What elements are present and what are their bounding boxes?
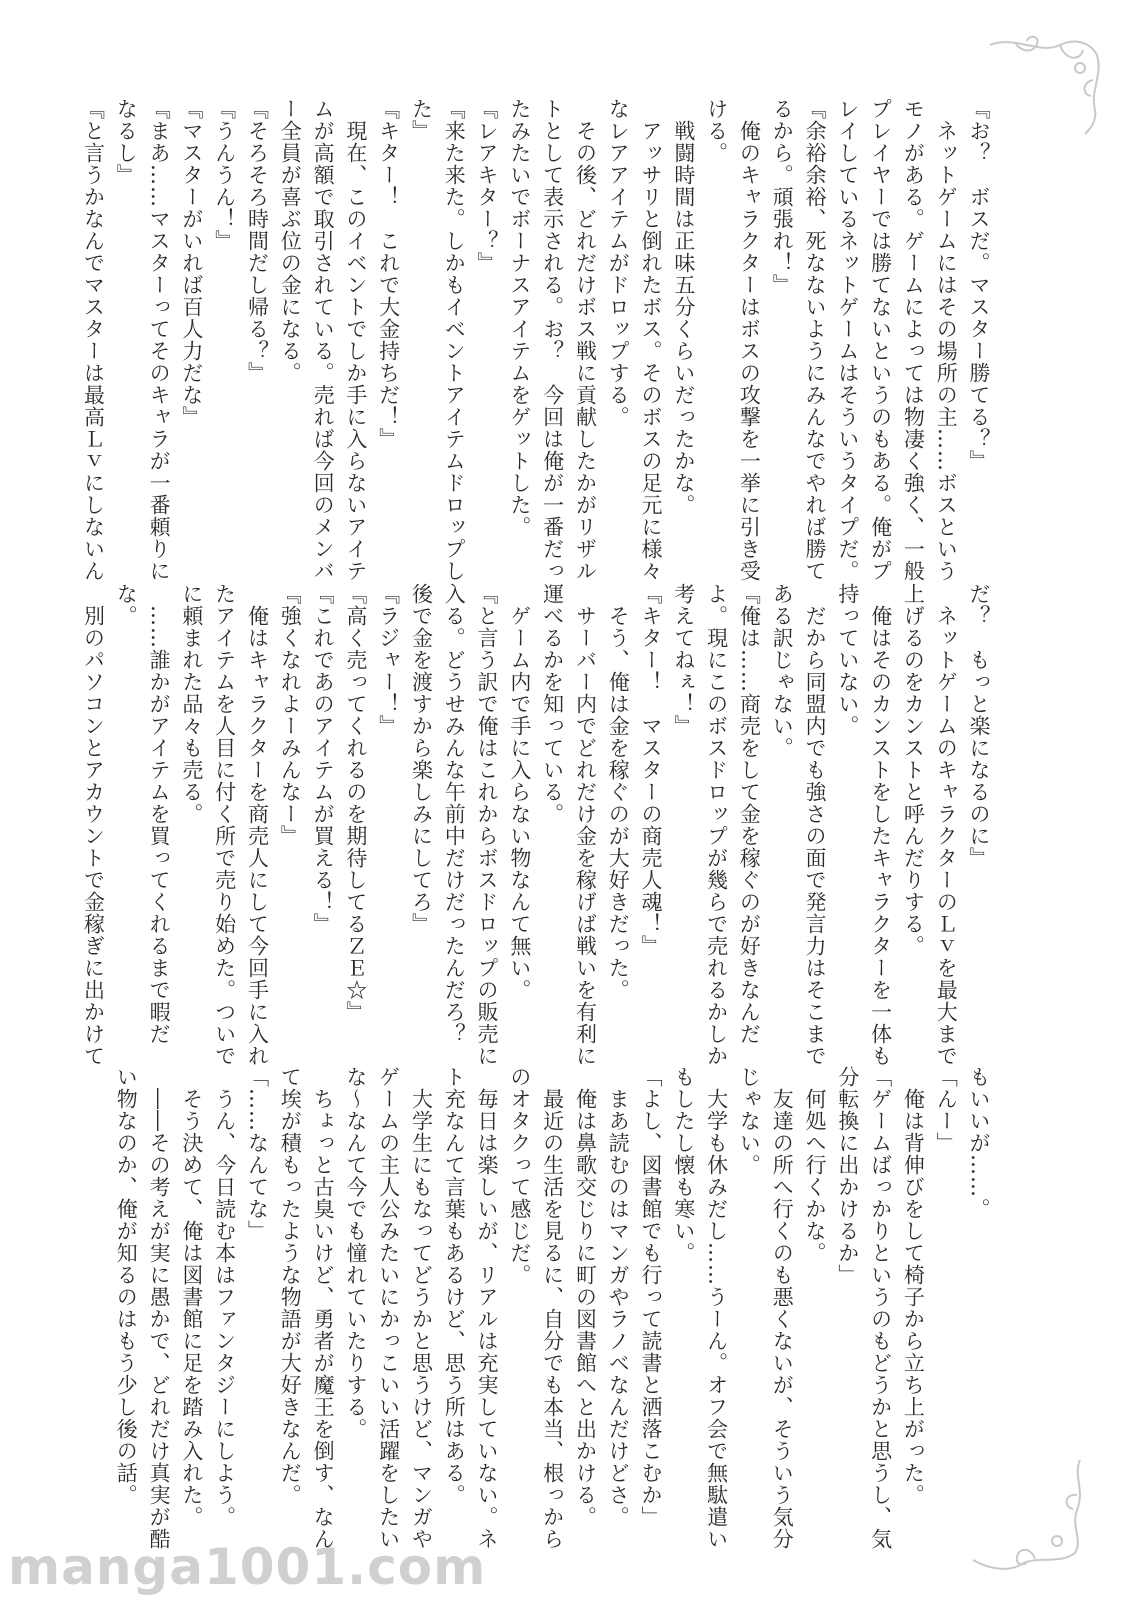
text-line: 『ラジャー！』 — [376, 583, 401, 737]
text-line: 『強くなれよーみんなー』 — [278, 583, 303, 847]
text-line: 「ゲームばっかりというのもどうかと思うし、気 — [868, 1066, 893, 1550]
text-line: ト充なんて言葉もあるけど、思う所はある。 — [442, 1066, 467, 1506]
text-line: 『俺は……商売をして金を稼ぐのが好きなんだ — [737, 583, 762, 1045]
text-line: なレアアイテムがドロップする。 — [606, 98, 631, 428]
text-line: そう、俺は金を稼ぐのが大好きだった。 — [606, 583, 631, 1001]
text-line: 俺のキャラクターはボスの攻撃を一挙に引き受 — [737, 98, 762, 582]
text-line: たアイテムを人目に付く所で売り始めた。ついで — [212, 583, 237, 1067]
text-line: るから。頑張れ！』 — [770, 98, 795, 296]
text-line: 『キター！ マスターの商売人魂！』 — [639, 583, 664, 957]
text-line: 『レアキター？』 — [475, 98, 500, 274]
text-line: ゲームの主人公みたいにかっこいい活躍をしたい — [376, 1066, 401, 1550]
text-line: 現在、このイベントでしか手に入らないアイテ — [343, 98, 368, 582]
text-line: 『お？ ボスだ。マスター勝てる？』 — [967, 98, 991, 472]
text-line: 別のパソコンとアカウントで金稼ぎに出かけて — [81, 583, 106, 1067]
text-line: 『うんうん！』 — [212, 98, 237, 252]
text-line: 毎日は楽しいが、リアルは充実していない。ネ — [475, 1066, 500, 1550]
corner-flourish-top-icon — [985, 30, 1105, 140]
corner-flourish-bottom-icon — [965, 1455, 1105, 1575]
text-line: て埃が積もったような物語が大好きなんだ。 — [278, 1066, 303, 1506]
text-line: 『マスターがいれば百人力だな』 — [179, 98, 204, 428]
text-line: プレイヤーでは勝てないというのもある。俺がプ — [868, 98, 893, 582]
text-line: な。 — [114, 583, 139, 627]
text-line: ける。 — [704, 98, 729, 164]
text-line: アッサリと倒れたボス。そのボスの足元に様々 — [639, 98, 664, 582]
text-line: 『キター！ これで大金持ちだ！』 — [376, 98, 401, 450]
text-line: 『まあ……マスターってそのキャラが一番頼りに — [147, 98, 172, 582]
text-line: 俺は鼻歌交じりに町の図書館へと出かける。 — [573, 1066, 598, 1528]
text-line: 入る。どうせみんな午前中だけだったんだろ？ — [442, 583, 467, 1045]
text-line: ゲーム内で手に入らない物なんて無い。 — [507, 583, 532, 1001]
text-line: もしたし懐も寒い。 — [671, 1066, 696, 1264]
watermark: manga1001.com — [8, 1538, 487, 1596]
text-line: うん、今日読む本はファンタジーにしよう。 — [212, 1066, 237, 1528]
text-line: 『高く売ってくれるのを期待してるＺＥ☆』 — [343, 583, 368, 1023]
text-line: 『と言うかなんでマスターは最高Ｌｖにしないん — [81, 98, 106, 582]
text-line: 『余裕余裕、死なないようにみんなでやれば勝て — [803, 98, 828, 582]
text-line: 後で金を渡すから楽しみにしてろ』 — [409, 583, 434, 935]
text-line: その後、どれだけボス戦に貢献したかがリザル — [573, 98, 598, 582]
text-line: だ？ もっと楽になるのに』 — [967, 583, 991, 869]
text-line: 俺は背伸びをして椅子から立ち上がった。 — [901, 1066, 926, 1506]
text-line: 友達の所へ行くのも悪くないが、そういう気分 — [770, 1066, 795, 1550]
text-line: 『と言う訳で俺はこれからボスドロップの販売に — [475, 583, 500, 1067]
text-line: モノがある。ゲームによっては物凄く強く、一般 — [901, 98, 926, 582]
text-line: ……誰かがアイテムを買ってくれるまで暇だ — [147, 583, 172, 1045]
text-line: 俺はキャラクターを商売人にして今回手に入れ — [245, 583, 270, 1067]
text-line: 「んー」 — [934, 1066, 959, 1154]
text-tier-top — [81, 98, 995, 582]
text-line: 「……なんてな」 — [245, 1066, 270, 1242]
text-line: 大学も休みだし……うーん。オフ会で無駄遣い — [704, 1066, 729, 1550]
text-tier-middle — [81, 583, 995, 1067]
text-line: 分転換に出かけるか」 — [835, 1066, 860, 1286]
text-line: ちょっと古臭いけど、勇者が魔王を倒す、なん — [311, 1066, 336, 1550]
text-line: じゃない。 — [737, 1066, 762, 1176]
text-line: もいいが……。 — [967, 1066, 991, 1220]
text-line: 何処へ行くかな。 — [803, 1066, 828, 1264]
text-line: た』 — [409, 98, 434, 142]
text-tier-bottom — [114, 1066, 995, 1550]
text-line: そう決めて、俺は図書館に足を踏み入れた。 — [179, 1066, 204, 1528]
text-line: 考えてねぇ！』 — [671, 583, 696, 737]
text-line: ある訳じゃない。 — [770, 583, 795, 759]
text-line: 運べるかを知っている。 — [540, 583, 565, 825]
text-line: ネットゲームのキャラクターのＬｖを最大まで — [934, 583, 959, 1067]
text-line: ー全員が喜ぶ位の金になる。 — [278, 98, 303, 384]
text-line: レイしているネットゲームはそういうタイプだ。 — [835, 98, 860, 582]
text-line: まあ読むのはマンガやラノベなんだけどさ。 — [606, 1066, 631, 1528]
text-line: 戦闘時間は正味五分くらいだったかな。 — [671, 98, 696, 516]
text-line: な～なんて今でも憧れていたりする。 — [343, 1066, 368, 1440]
text-line: だから同盟内でも強さの面で発言力はそこまで — [803, 583, 828, 1067]
text-line: トとして表示される。お？ 今回は俺が一番だっ — [540, 98, 565, 582]
text-line: ――その考えが実に愚かで、どれだけ真実が酷 — [147, 1066, 172, 1550]
text-line: 『そろそろ時間だし帰る？』 — [245, 98, 270, 384]
text-line: 最近の生活を見るに、自分でも本当、根っから — [540, 1066, 565, 1550]
text-line: よ。現にこのボスドロップが幾らで売れるかしか — [704, 583, 729, 1067]
text-line: のオタクって感じだ。 — [507, 1066, 532, 1286]
text-line: に頼まれた品々も売る。 — [179, 583, 204, 825]
text-line: 『これであのアイテムが買える！』 — [311, 583, 336, 935]
text-line: ムが高額で取引されている。売れば今回のメンバ — [311, 98, 336, 582]
text-line: なるし』 — [114, 98, 139, 186]
text-line: ネットゲームにはその場所の主……ボスという — [934, 98, 959, 582]
text-line: 『来た来た。しかもイベントアイテムドロップし — [442, 98, 467, 582]
text-line: 「よし、図書館でも行って読書と洒落こむか」 — [639, 1066, 664, 1528]
text-line: 大学生にもなってどうかと思うけど、マンガや — [409, 1066, 434, 1550]
text-line: 俺はそのカンストをしたキャラクターを一体も — [868, 583, 893, 1067]
text-line: 上げるのをカンストと呼んだりする。 — [901, 583, 926, 957]
text-line: サーバー内でどれだけ金を稼げば戦いを有利に — [573, 583, 598, 1067]
text-line: 持っていない。 — [835, 583, 860, 737]
text-line: たみたいでボーナスアイテムをゲットした。 — [507, 98, 532, 538]
text-line: い物なのか、俺が知るのはもう少し後の話。 — [114, 1066, 139, 1506]
